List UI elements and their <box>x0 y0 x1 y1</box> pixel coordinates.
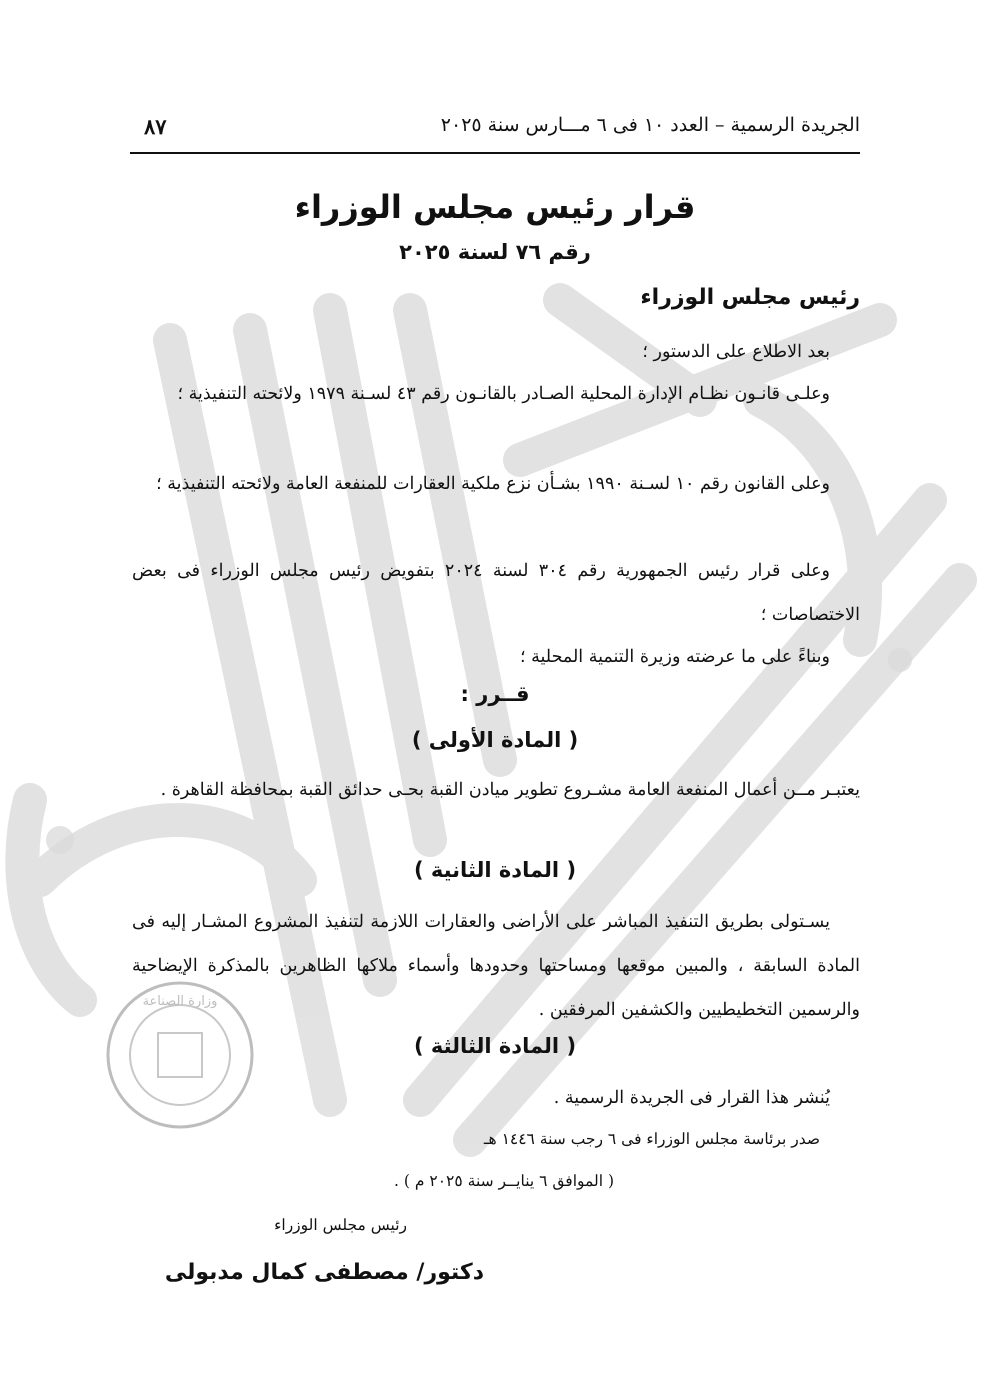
article-1-text: يعتبـر مــن أعمال المنفعة العامة مشـروع تطوير ميادن القبة بحـى حدائق القبة بمحافظة القاهرة . <box>160 780 860 800</box>
article-3-text: يُنشر هذا القرار فى الجريدة الرسمية . <box>553 1088 830 1108</box>
article-2-text: يسـتولى بطريق التنفيذ المباشر على الأراضى والعقارات اللازمة لتنفيذ المشروع المشـار إليه فى المادة السابقة ، والمبين موقعها ومساحتها وحدودها وأسماء ملاكها الظاهرين بالمذكرة الإيضاحية والرسمين التخطيطيين والكشفين المرفقين . <box>132 912 860 1020</box>
article-1-heading: ( المادة الأولى ) <box>411 728 579 752</box>
preamble-item: وبناءً على ما عرضته وزيرة التنمية المحلية ؛ <box>519 647 830 667</box>
preamble-item: وعلى القانون رقم ١٠ لسـنة ١٩٩٠ بشـأن نزع ملكية العقارات للمنفعة العامة ولائحته التنفيذية ؛ <box>156 474 830 494</box>
page-header <box>130 110 860 154</box>
issued-gregorian-date: ( الموافق ٦ ينايــر سنة ٢٠٢٥ م ) . <box>394 1172 614 1190</box>
preamble-item: وعلى قرار رئيس الجمهورية رقم ٣٠٤ لسنة ٢٠٢٤ بتفويض رئيس مجلس الوزراء فى بعض الاختصاصات ؛ <box>132 561 860 625</box>
article-3-heading: ( المادة الثالثة ) <box>413 1034 577 1058</box>
decree-number: رقم ٧٦ لسنة ٢٠٢٥ <box>399 240 591 264</box>
running-title: الجريدة الرسمية – العدد ١٠ فى ٦ مـــارس سنة ٢٠٢٥ <box>440 114 860 136</box>
article-2-heading: ( المادة الثانية ) <box>413 858 577 882</box>
svg-text:وزارة الصناعة: وزارة الصناعة <box>142 994 218 1009</box>
signature-role: رئيس مجلس الوزراء <box>274 1216 407 1234</box>
page-number: ٨٧ <box>144 114 167 139</box>
decree-title: قرار رئيس مجلس الوزراء <box>294 188 696 226</box>
preamble-item: بعد الاطلاع على الدستور ؛ <box>642 342 830 362</box>
signature-name: دكتور/ مصطفى كمال مدبولى <box>164 1260 484 1285</box>
decree-issuer: رئيس مجلس الوزراء <box>640 285 860 310</box>
issued-place-date: صدر برئاسة مجلس الوزراء فى ٦ رجب سنة ١٤٤٦ هـ <box>483 1130 820 1148</box>
preamble-item: وعلـى قانـون نظـام الإدارة المحلية الصـادر بالقانـون رقم ٤٣ لسـنة ١٩٧٩ ولائحته التنفيذية ؛ <box>177 384 830 404</box>
decided-heading: قــرر : <box>460 682 530 706</box>
